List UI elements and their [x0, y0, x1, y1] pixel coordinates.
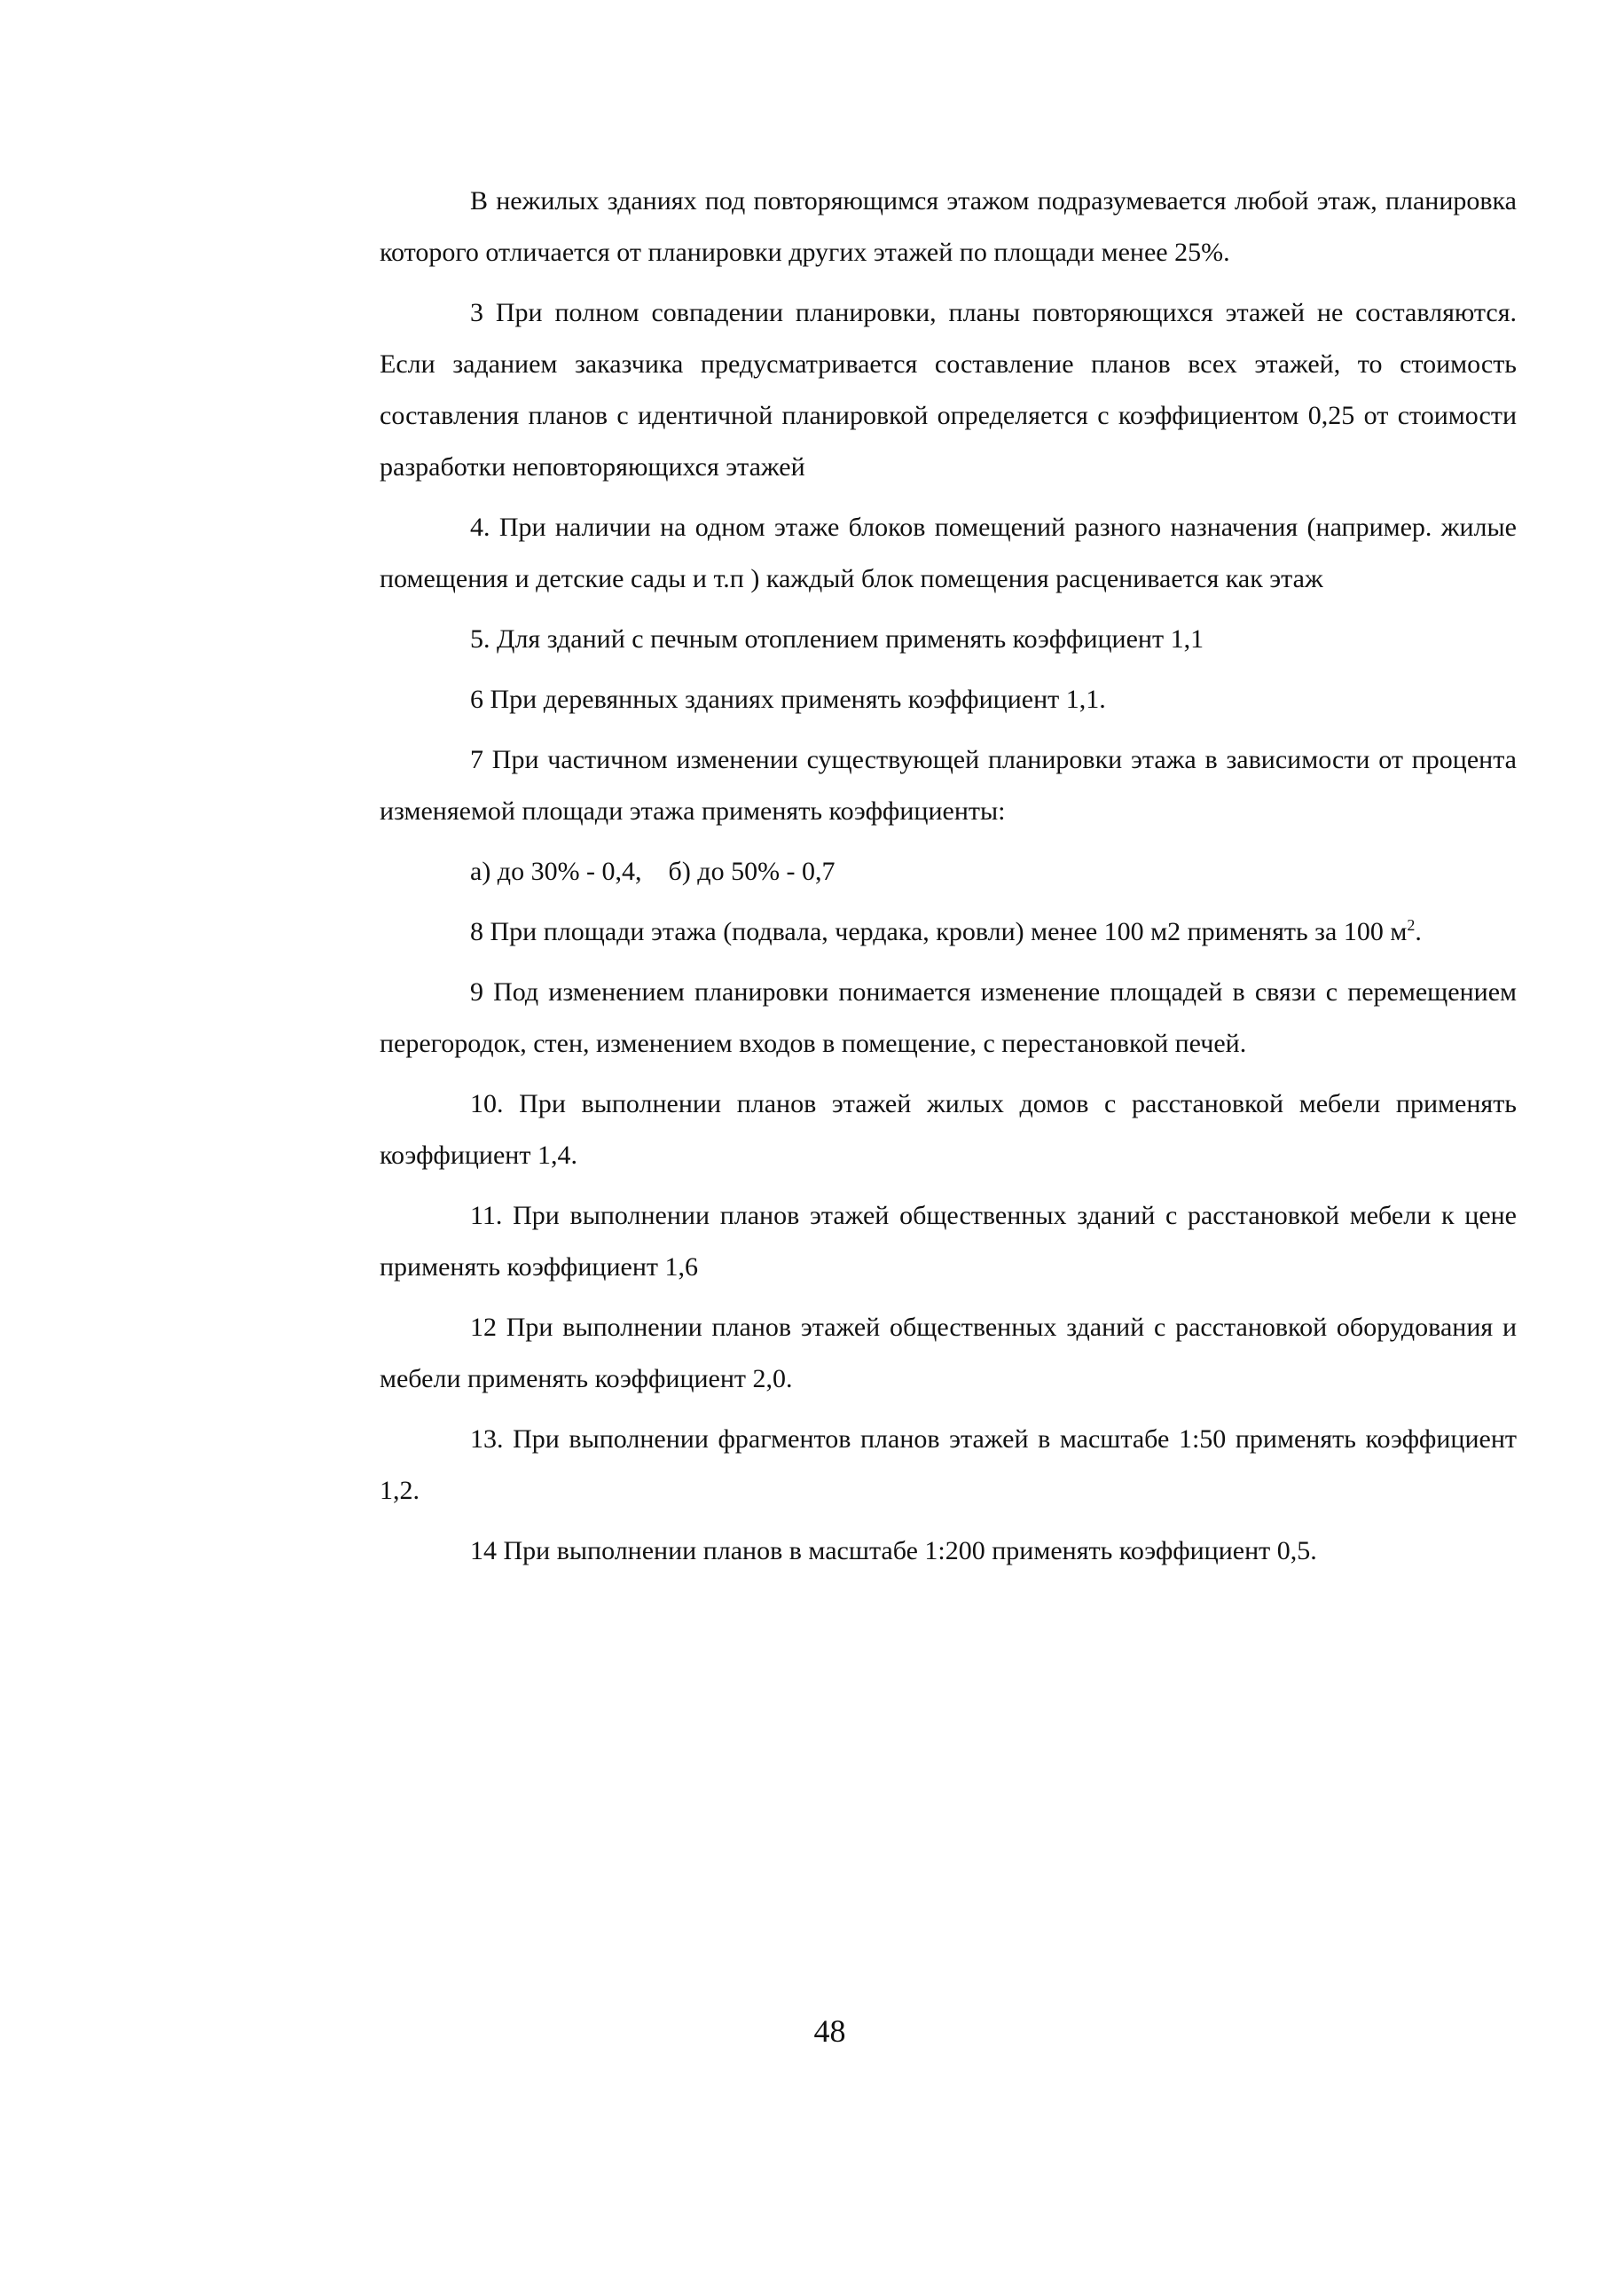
paragraph-item-14: 14 При выполнении планов в масштабе 1:200 применять коэффициент 0,5. [470, 1536, 1317, 1565]
paragraph-item-8 [380, 906, 1517, 958]
paragraph-item-6: 6 При деревянных зданиях применять коэффициент 1,1. [470, 685, 1106, 714]
page-number: 48 [813, 2013, 846, 2049]
item-8-text: 8 При площади этажа (подвала, чердака, кровли) менее 100 м2 применять за 100 м [470, 917, 1408, 946]
paragraph-item-9: 9 Под изменением планировки понимается изменение площадей в связи с перемещением перегородок, стен, изменением входов в помещение, с перестановкой печей. [380, 977, 1517, 1058]
item-8-superscript: 2 [1407, 916, 1416, 934]
body-text [380, 176, 1517, 1586]
item-8-tail: . [1415, 917, 1422, 946]
paragraph-intro: В нежилых зданиях под повторяющимся этажом подразумевается любой этаж, планировка которого отличается от планировки других этажей по площади менее 25%. [380, 186, 1517, 267]
paragraph-item-11: 11. При выполнении планов этажей общественных зданий с расстановкой мебели к цене применять коэффициент 1,6 [380, 1201, 1517, 1282]
paragraph-item-13: 13. При выполнении фрагментов планов этажей в масштабе 1:50 применять коэффициент 1,2. [380, 1424, 1517, 1505]
paragraph-item-4: 4. При наличии на одном этаже блоков помещений разного назначения (например. жилые помещения и детские сады и т.п ) каждый блок помещения расценивается как этаж [380, 513, 1517, 593]
paragraph-item-10: 10. При выполнении планов этажей жилых домов с расстановкой мебели применять коэффициент 1,4. [380, 1089, 1517, 1170]
paragraph-item-7: 7 При частичном изменении существующей планировки этажа в зависимости от процента изменяемой площади этажа применять коэффициенты: [380, 745, 1517, 826]
paragraph-item-12: 12 При выполнении планов этажей общественных зданий с расстановкой оборудования и мебели применять коэффициент 2,0. [380, 1313, 1517, 1393]
paragraph-item-7-values: а) до 30% - 0,4, б) до 50% - 0,7 [470, 857, 836, 886]
paragraph-item-3: 3 При полном совпадении планировки, планы повторяющихся этажей не составляются. Если заданием заказчика предусматривается составление планов всех этажей, то стоимость составления планов с идентичной планировкой определяется с коэффициентом 0,25 от стоимости разработки неповторяющихся этажей [380, 298, 1517, 482]
paragraph-item-5: 5. Для зданий с печным отоплением применять коэффициент 1,1 [470, 624, 1204, 654]
